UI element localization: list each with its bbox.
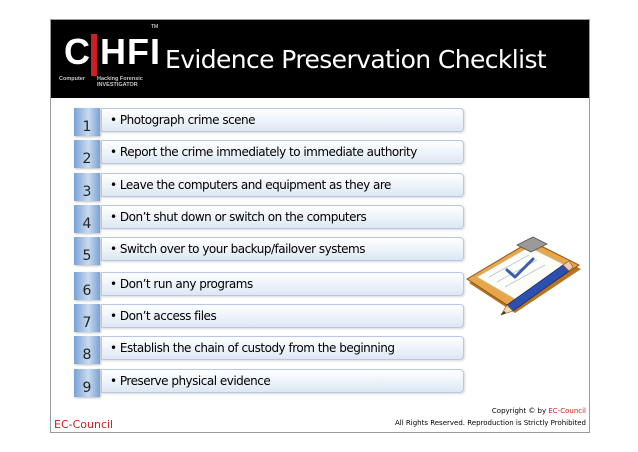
footer-brand: EC-Council: [54, 418, 114, 431]
step-number-tab: [74, 140, 100, 168]
checklist-item: [101, 304, 464, 328]
slide: [50, 19, 590, 433]
checklist-item-text: • Preserve physical evidence: [110, 374, 271, 388]
checklist-item: [101, 205, 464, 229]
step-number-tab: [74, 173, 100, 201]
page-title: Evidence Preservation Checklist: [165, 45, 547, 74]
step-number-tab: [74, 205, 100, 233]
step-number-tab: [74, 304, 100, 332]
checklist-item: [101, 272, 464, 296]
copyright-brand: EC-Council: [548, 407, 586, 415]
checklist-item-text: • Leave the computers and equipment as they are: [110, 178, 391, 192]
clipboard-checklist-icon: [463, 225, 583, 317]
step-number-tab: [74, 369, 100, 397]
copyright-prefix: Copyright © by: [491, 407, 549, 415]
step-number-tab: [74, 336, 100, 364]
step-number: 3: [82, 184, 92, 200]
logo-sub-right: Hacking Forensic INVESTIGATOR: [97, 76, 143, 88]
header-bar: [51, 20, 589, 98]
checklist-item-text: • Switch over to your backup/failover systems: [110, 242, 365, 256]
logo-red-bar: [91, 34, 97, 76]
step-number: 6: [82, 283, 92, 299]
checklist-item-text: • Report the crime immediately to immediate authority: [110, 145, 417, 159]
step-number-tab: [74, 272, 100, 300]
step-number-tab: [74, 108, 100, 136]
step-number: 2: [82, 151, 92, 167]
checklist-item-text: • Don’t run any programs: [110, 277, 253, 291]
checklist-item: [101, 237, 464, 261]
logo-acronym: HFI: [100, 31, 161, 72]
checklist-item-text: • Establish the chain of custody from the beginning: [110, 341, 395, 355]
step-number-tab: [74, 237, 100, 265]
chfi-logo: [59, 24, 161, 88]
logo-sub-left: Computer: [59, 76, 85, 82]
checklist-item: [101, 173, 464, 197]
step-number: 1: [82, 119, 92, 135]
step-number: 7: [82, 315, 92, 331]
checklist-item-text: • Photograph crime scene: [110, 113, 256, 127]
checklist-item-text: • Don’t access files: [110, 309, 217, 323]
checklist-item: [101, 336, 464, 360]
step-number: 8: [82, 347, 92, 363]
checklist-item: [101, 369, 464, 393]
logo-trademark: TM: [151, 24, 159, 30]
checklist-item: [101, 140, 464, 164]
checklist-item: [101, 108, 464, 132]
copyright-line: [395, 405, 586, 417]
step-number: 9: [82, 380, 92, 396]
checklist-item-text: • Don’t shut down or switch on the computers: [110, 210, 367, 224]
footer-copyright: [395, 405, 586, 429]
step-number: 4: [82, 216, 92, 232]
step-number: 5: [82, 248, 92, 264]
rights-line: All Rights Reserved. Reproduction is Strictly Prohibited: [394, 419, 586, 427]
logo-letter: C: [64, 31, 90, 72]
